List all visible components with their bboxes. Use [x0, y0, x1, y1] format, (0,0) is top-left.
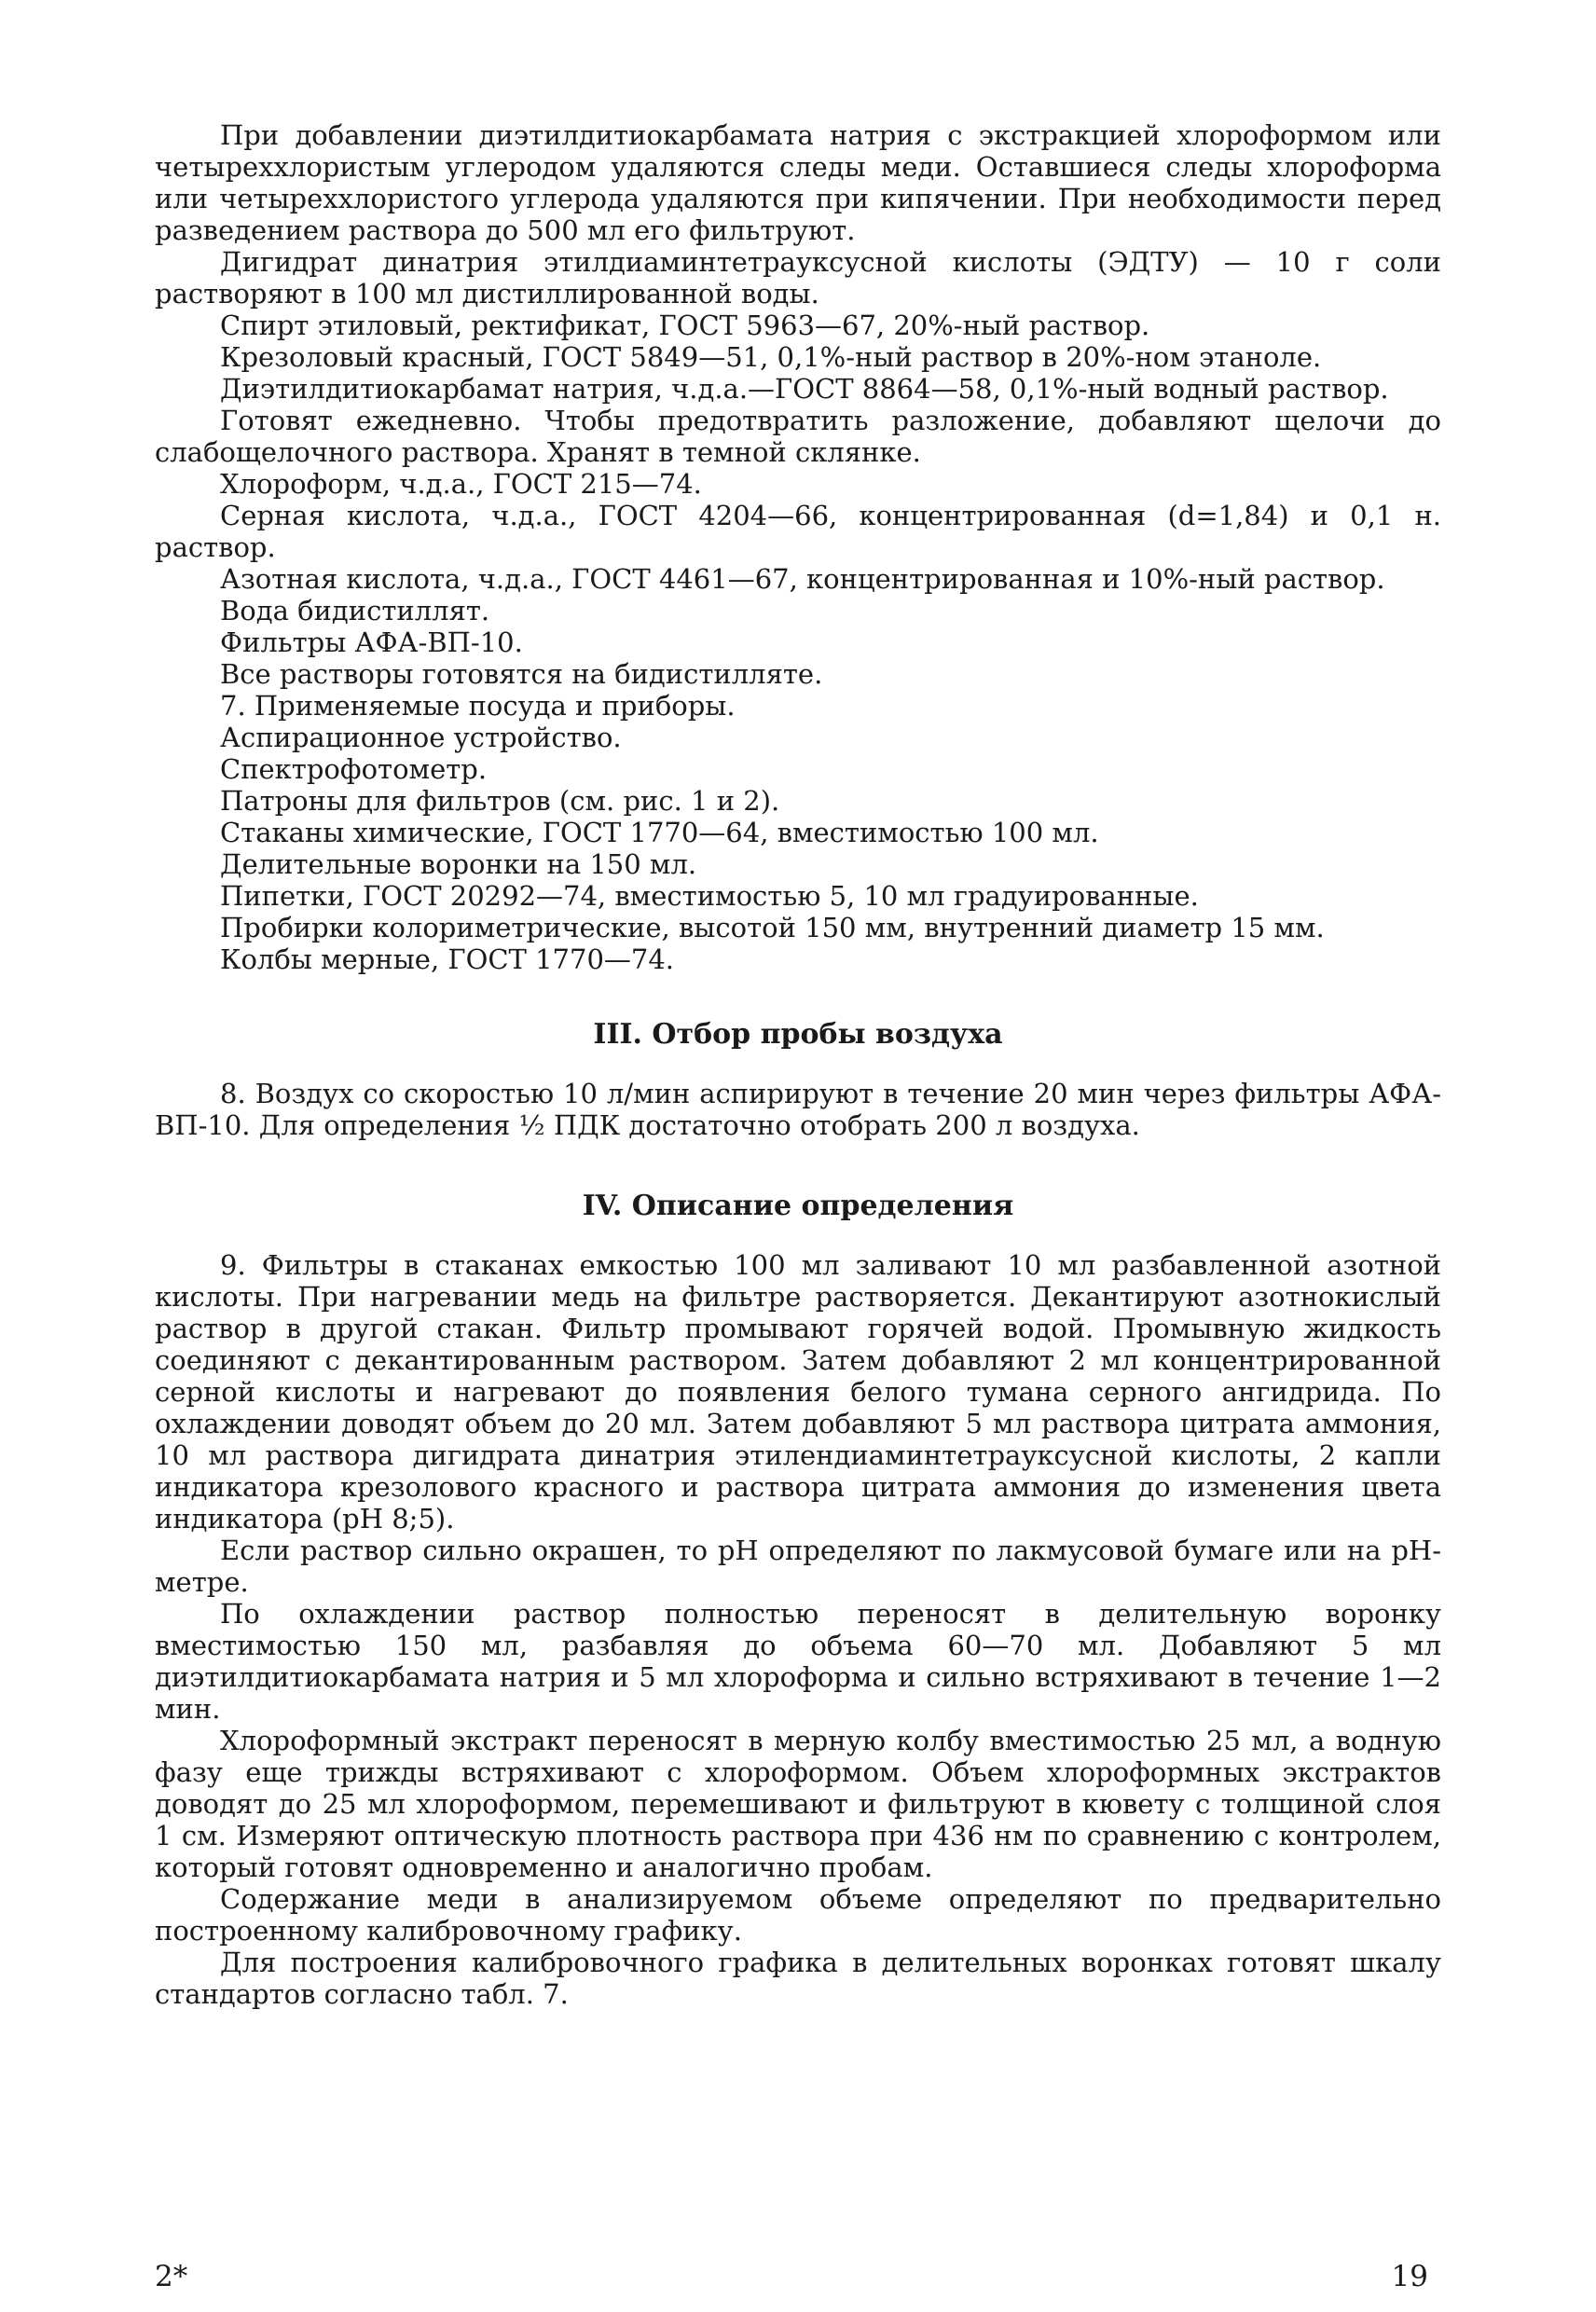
paragraph: Пробирки колориметрические, высотой 150 мм, внутренний диаметр 15 мм.	[220, 912, 1325, 943]
section-procedure	[155, 1249, 1441, 2010]
paragraph: Фильтры АФА-ВП-10.	[220, 626, 523, 658]
paragraph: Хлороформ, ч.д.а., ГОСТ 215—74.	[220, 468, 702, 500]
paragraph: Аспирационное устройство.	[220, 722, 622, 753]
paragraph: 8. Воздух со скоростью 10 л/мин аспирируют в течение 20 мин через фильтры АФА-ВП-10. Для определения ½ ПДК достаточно отобрать 200 л воздуха.	[155, 1078, 1441, 1141]
page-number: 19	[1391, 2260, 1428, 2293]
paragraph: Диэтилдитиокарбамат натрия, ч.д.а.—ГОСТ 8864—58, 0,1%-ный водный раствор.	[220, 373, 1389, 405]
section-heading-procedure: IV. Описание определения	[582, 1190, 1014, 1222]
paragraph: Если раствор сильно окрашен, то pH определяют по лакмусовой бумаге или на pH-метре.	[155, 1534, 1441, 1598]
paragraph: 7. Применяемые посуда и приборы.	[220, 690, 736, 722]
paragraph: Готовят ежедневно. Чтобы предотвратить разложение, добавляют щелочи до слабощелочного раствора. Хранят в темной склянке.	[155, 405, 1441, 468]
section-air-sampling	[155, 1078, 1441, 1141]
paragraph: Пипетки, ГОСТ 20292—74, вместимостью 5, 10 мл градуированные.	[220, 880, 1199, 912]
paragraph: При добавлении диэтилдитиокарбамата натрия с экстракцией хлороформом или четыреххлористым углеродом удаляются следы меди. Оставшиеся следы хлороформа или четыреххлористого углерода удаляются при кипячении. При необходимости перед разведением раствора до 500 мл его фильтруют.	[155, 119, 1441, 246]
page-footer	[155, 2258, 1441, 2295]
paragraph: Стаканы химические, ГОСТ 1770—64, вместимостью 100 мл.	[220, 817, 1099, 848]
paragraph: По охлаждении раствор полностью переносят в делительную воронку вместимостью 150 мл, разбавляя до объема 60—70 мл. Добавляют 5 мл диэтилдитиокарбамата натрия и 5 мл хлороформа и сильно встряхивают в течение 1—2 мин.	[155, 1598, 1441, 1725]
paragraph: Вода бидистиллят.	[220, 595, 490, 626]
paragraph: Делительные воронки на 150 мл.	[220, 848, 697, 880]
paragraph: Хлороформный экстракт переносят в мерную колбу вместимостью 25 мл, а водную фазу еще трижды встряхивают с хлороформом. Объем хлороформных экстрактов доводят до 25 мл хлороформом, перемешивают и фильтруют в кювету с толщиной слоя 1 см. Измеряют оптическую плотность раствора при 436 нм по сравнению с контролем, который готовят одновременно и аналогично пробам.	[155, 1725, 1441, 1883]
reagents-list	[155, 119, 1441, 975]
paragraph: Дигидрат динатрия этилдиаминтетрауксусной кислоты (ЭДТУ) — 10 г соли растворяют в 100 мл дистиллированной воды.	[155, 246, 1441, 310]
paragraph: Все растворы готовятся на бидистилляте.	[220, 658, 823, 690]
signature-mark: 2*	[155, 2260, 188, 2293]
document-page	[155, 119, 1441, 2293]
paragraph: Патроны для фильтров (см. рис. 1 и 2).	[220, 785, 780, 817]
paragraph: Крезоловый красный, ГОСТ 5849—51, 0,1%-ный раствор в 20%-ном этаноле.	[220, 341, 1322, 373]
paragraph: Колбы мерные, ГОСТ 1770—74.	[220, 943, 675, 975]
paragraph: Спирт этиловый, ректификат, ГОСТ 5963—67, 20%-ный раствор.	[220, 310, 1150, 341]
paragraph: Серная кислота, ч.д.а., ГОСТ 4204—66, концентрированная (d=1,84) и 0,1 н. раствор.	[155, 500, 1441, 563]
section-heading-air-sampling: III. Отбор пробы воздуха	[593, 1018, 1003, 1051]
paragraph: Для построения калибровочного графика в делительных воронках готовят шкалу стандартов согласно табл. 7.	[155, 1947, 1441, 2010]
paragraph: Азотная кислота, ч.д.а., ГОСТ 4461—67, концентрированная и 10%-ный раствор.	[220, 563, 1385, 595]
paragraph: Содержание меди в анализируемом объеме определяют по предварительно построенному калибровочному графику.	[155, 1883, 1441, 1947]
paragraph: 9. Фильтры в стаканах емкостью 100 мл заливают 10 мл разбавленной азотной кислоты. При нагревании медь на фильтре растворяется. Декантируют азотнокислый раствор в другой стакан. Фильтр промывают горячей водой. Промывную жидкость соединяют с декантированным раствором. Затем добавляют 2 мл концентрированной серной кислоты и нагревают до появления белого тумана серного ангидрида. По охлаждении доводят объем до 20 мл. Затем добавляют 5 мл раствора цитрата аммония, 10 мл раствора дигидрата динатрия этилендиаминтетрауксусной кислоты, 2 капли индикатора крезолового красного и раствора цитрата аммония до изменения цвета индикатора (pH 8;5).	[155, 1249, 1441, 1534]
paragraph: Спектрофотометр.	[220, 753, 488, 785]
